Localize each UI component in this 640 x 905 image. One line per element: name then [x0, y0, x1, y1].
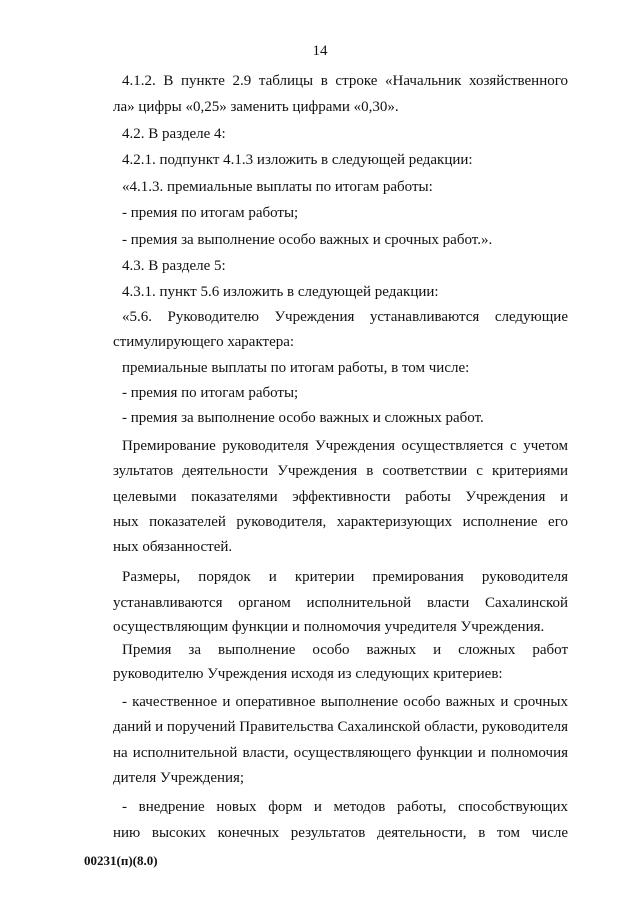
text-line: 4.3.1. пункт 5.6 изложить в следующей редакции: [122, 284, 439, 300]
text-line: ла» цифры «0,25» заменить цифрами «0,30». [113, 99, 399, 115]
text-line: - внедрение новых форм и методов работы, способствующих [122, 799, 568, 815]
text-line: 4.2.1. подпункт 4.1.3 изложить в следующей редакции: [122, 152, 473, 168]
text-line: - премия за выполнение особо важных и срочных работ.». [122, 232, 493, 248]
text-line: - премия по итогам работы; [122, 205, 299, 221]
text-line: 4.3. В разделе 5: [122, 258, 226, 274]
text-line: - премия по итогам работы; [122, 385, 299, 401]
text-line: ных обязанностей. [113, 539, 233, 555]
document-code: 00231(п)(8.0) [84, 853, 158, 868]
text-line: Размеры, порядок и критерии премирования руководителя [122, 569, 568, 585]
text-line: Премия за выполнение особо важных и сложных работ [122, 642, 568, 658]
text-line: даний и поручений Правительства Сахалинской области, руководителя [113, 719, 568, 735]
text-line: Премирование руководителя Учреждения осуществляется с учетом [122, 438, 568, 454]
text-line: «4.1.3. премиальные выплаты по итогам работы: [122, 179, 433, 195]
text-line: 4.2. В разделе 4: [122, 126, 226, 142]
text-line: зультатов деятельности Учреждения в соответствии с критериями [113, 463, 568, 479]
text-line: устанавливаются органом исполнительной власти Сахалинской [113, 595, 568, 611]
text-line: осуществляющим функции и полномочия учредителя Учреждения. [113, 619, 545, 635]
text-line: дителя Учреждения; [113, 770, 245, 786]
text-line: премиальные выплаты по итогам работы, в том числе: [122, 360, 470, 376]
text-line: «5.6. Руководителю Учреждения устанавливаются следующие [122, 309, 568, 325]
text-line: руководителю Учреждения исходя из следующих критериев: [113, 666, 503, 682]
text-line: на исполнительной власти, осуществляющего функции и полномочия [113, 745, 568, 761]
page-number: 14 [312, 43, 328, 59]
text-line: целевыми показателями эффективности работы Учреждения и [113, 489, 568, 505]
text-line: ных показателей руководителя, характеризующих исполнение его [113, 514, 568, 530]
text-line: - премия за выполнение особо важных и сложных работ. [122, 410, 484, 426]
text-line: 4.1.2. В пункте 2.9 таблицы в строке «Начальник хозяйственного [122, 73, 568, 89]
text-line: нию высоких конечных результатов деятельности, в том числе [113, 825, 568, 841]
text-line: - качественное и оперативное выполнение особо важных и срочных [122, 694, 568, 710]
text-line: стимулирующего характера: [113, 334, 295, 350]
